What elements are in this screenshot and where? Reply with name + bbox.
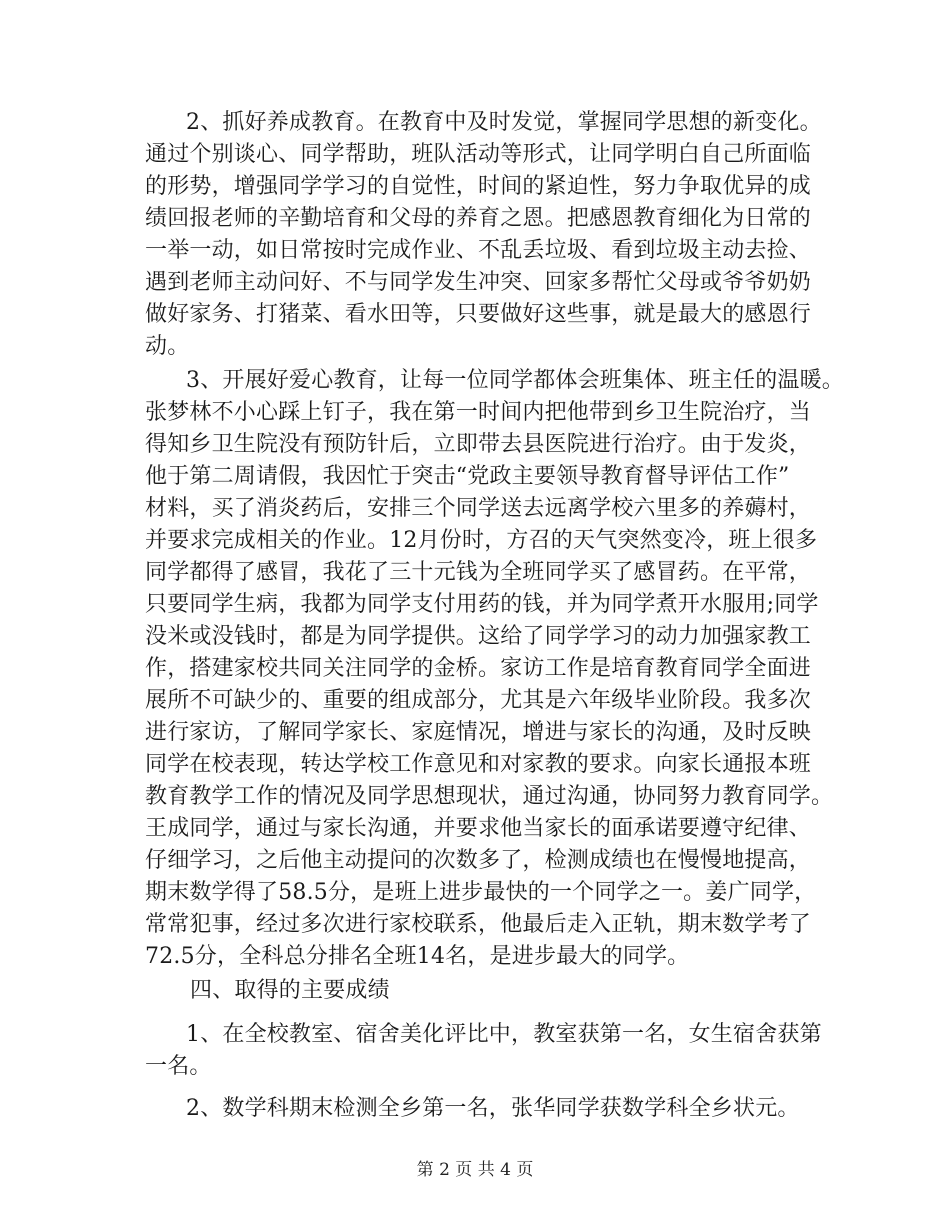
paragraph-line: 仔细学习，之后他主动提问的次数多了，检测成绩也在慢慢地提高， [145, 848, 812, 873]
paragraph-line: 并要求完成相关的作业。12月份时，方召的天气突然变冷，班上很多 [145, 528, 818, 553]
paragraph-line: 没米或没钱时，都是为同学提供。这给了同学学习的动力加强家教工 [145, 624, 812, 649]
paragraph-line: 得知乡卫生院没有预防针后，立即带去县医院进行治疗。由于发炎， [145, 432, 812, 457]
page-footer: 第 2 页 共 4 页 [416, 1160, 534, 1180]
paragraph-line: 进行家访，了解同学家长、家庭情况，增进与家长的沟通，及时反映 [145, 720, 812, 745]
paragraph-line: 只要同学生病，我都为同学支付用药的钱，并为同学煮开水服用;同学 [145, 592, 819, 617]
paragraph-line: 同学都得了感冒，我花了三十元钱为全班同学买了感冒药。在平常， [145, 560, 812, 585]
paragraph-line: 常常犯事，经过多次进行家校联系，他最后走入正轨，期末数学考了 [145, 912, 812, 937]
paragraph-line: 同学在校表现，转达学校工作意见和对家教的要求。向家长通报本班 [145, 752, 812, 777]
paragraph-line: 展所不可缺少的、重要的组成部分，尤其是六年级毕业阶段。我多次 [145, 688, 812, 713]
paragraph-line: 2、数学科期末检测全乡第一名，张华同学获数学科全乡状元。 [186, 1096, 800, 1121]
paragraph-line: 2、抓好养成教育。在教育中及时发觉，掌握同学思想的新变化。 [186, 110, 822, 135]
paragraph-line: 期末数学得了58.5分，是班上进步最快的一个同学之一。姜广同学， [145, 880, 817, 905]
paragraph-line: 1、在全校教室、宿舍美化评比中，教室获第一名，女生宿舍获第 [186, 1022, 822, 1047]
paragraph-line: 材料，买了消炎药后，安排三个同学送去远离学校六里多的养薅村， [145, 496, 812, 521]
paragraph-line: 遇到老师主动问好、不与同学发生冲突、回家多帮忙父母或爷爷奶奶 [145, 270, 812, 295]
paragraph-line: 一名。 [145, 1054, 212, 1079]
paragraph-line: 的形势，增强同学学习的自觉性，时间的紧迫性，努力争取优异的成 [145, 174, 812, 199]
paragraph-line: 绩回报老师的辛勤培育和父母的养育之恩。把感恩教育细化为日常的 [145, 206, 812, 231]
paragraph-line: 通过个别谈心、同学帮助，班队活动等形式，让同学明白自己所面临 [145, 142, 812, 167]
paragraph-line: 王成同学，通过与家长沟通，并要求他当家长的面承诺要遵守纪律、 [145, 816, 812, 841]
paragraph-line: 教育教学工作的情况及同学思想现状，通过沟通，协同努力教育同学。 [145, 784, 834, 809]
paragraph-line: 作，搭建家校共同关注同学的金桥。家访工作是培育教育同学全面进 [145, 656, 812, 681]
paragraph-line: 做好家务、打猪菜、看水田等，只要做好这些事，就是最大的感恩行 [145, 302, 812, 327]
paragraph-line: 张梦林不小心踩上钉子，我在第一时间内把他带到乡卫生院治疗，当 [145, 400, 812, 425]
paragraph-line: 3、开展好爱心教育，让每一位同学都体会班集体、班主任的温暖。 [186, 368, 844, 393]
paragraph-line: 72.5分，全科总分排名全班14名，是进步最大的同学。 [145, 944, 690, 969]
paragraph-line: 他于第二周请假，我因忙于突击“党政主要领导教育督导评估工作” [145, 464, 790, 489]
paragraph-line: 动。 [145, 334, 190, 359]
section-heading: 四、取得的主要成绩 [190, 978, 390, 1003]
paragraph-line: 一举一动，如日常按时完成作业、不乱丢垃圾、看到垃圾主动去捡、 [145, 238, 812, 263]
